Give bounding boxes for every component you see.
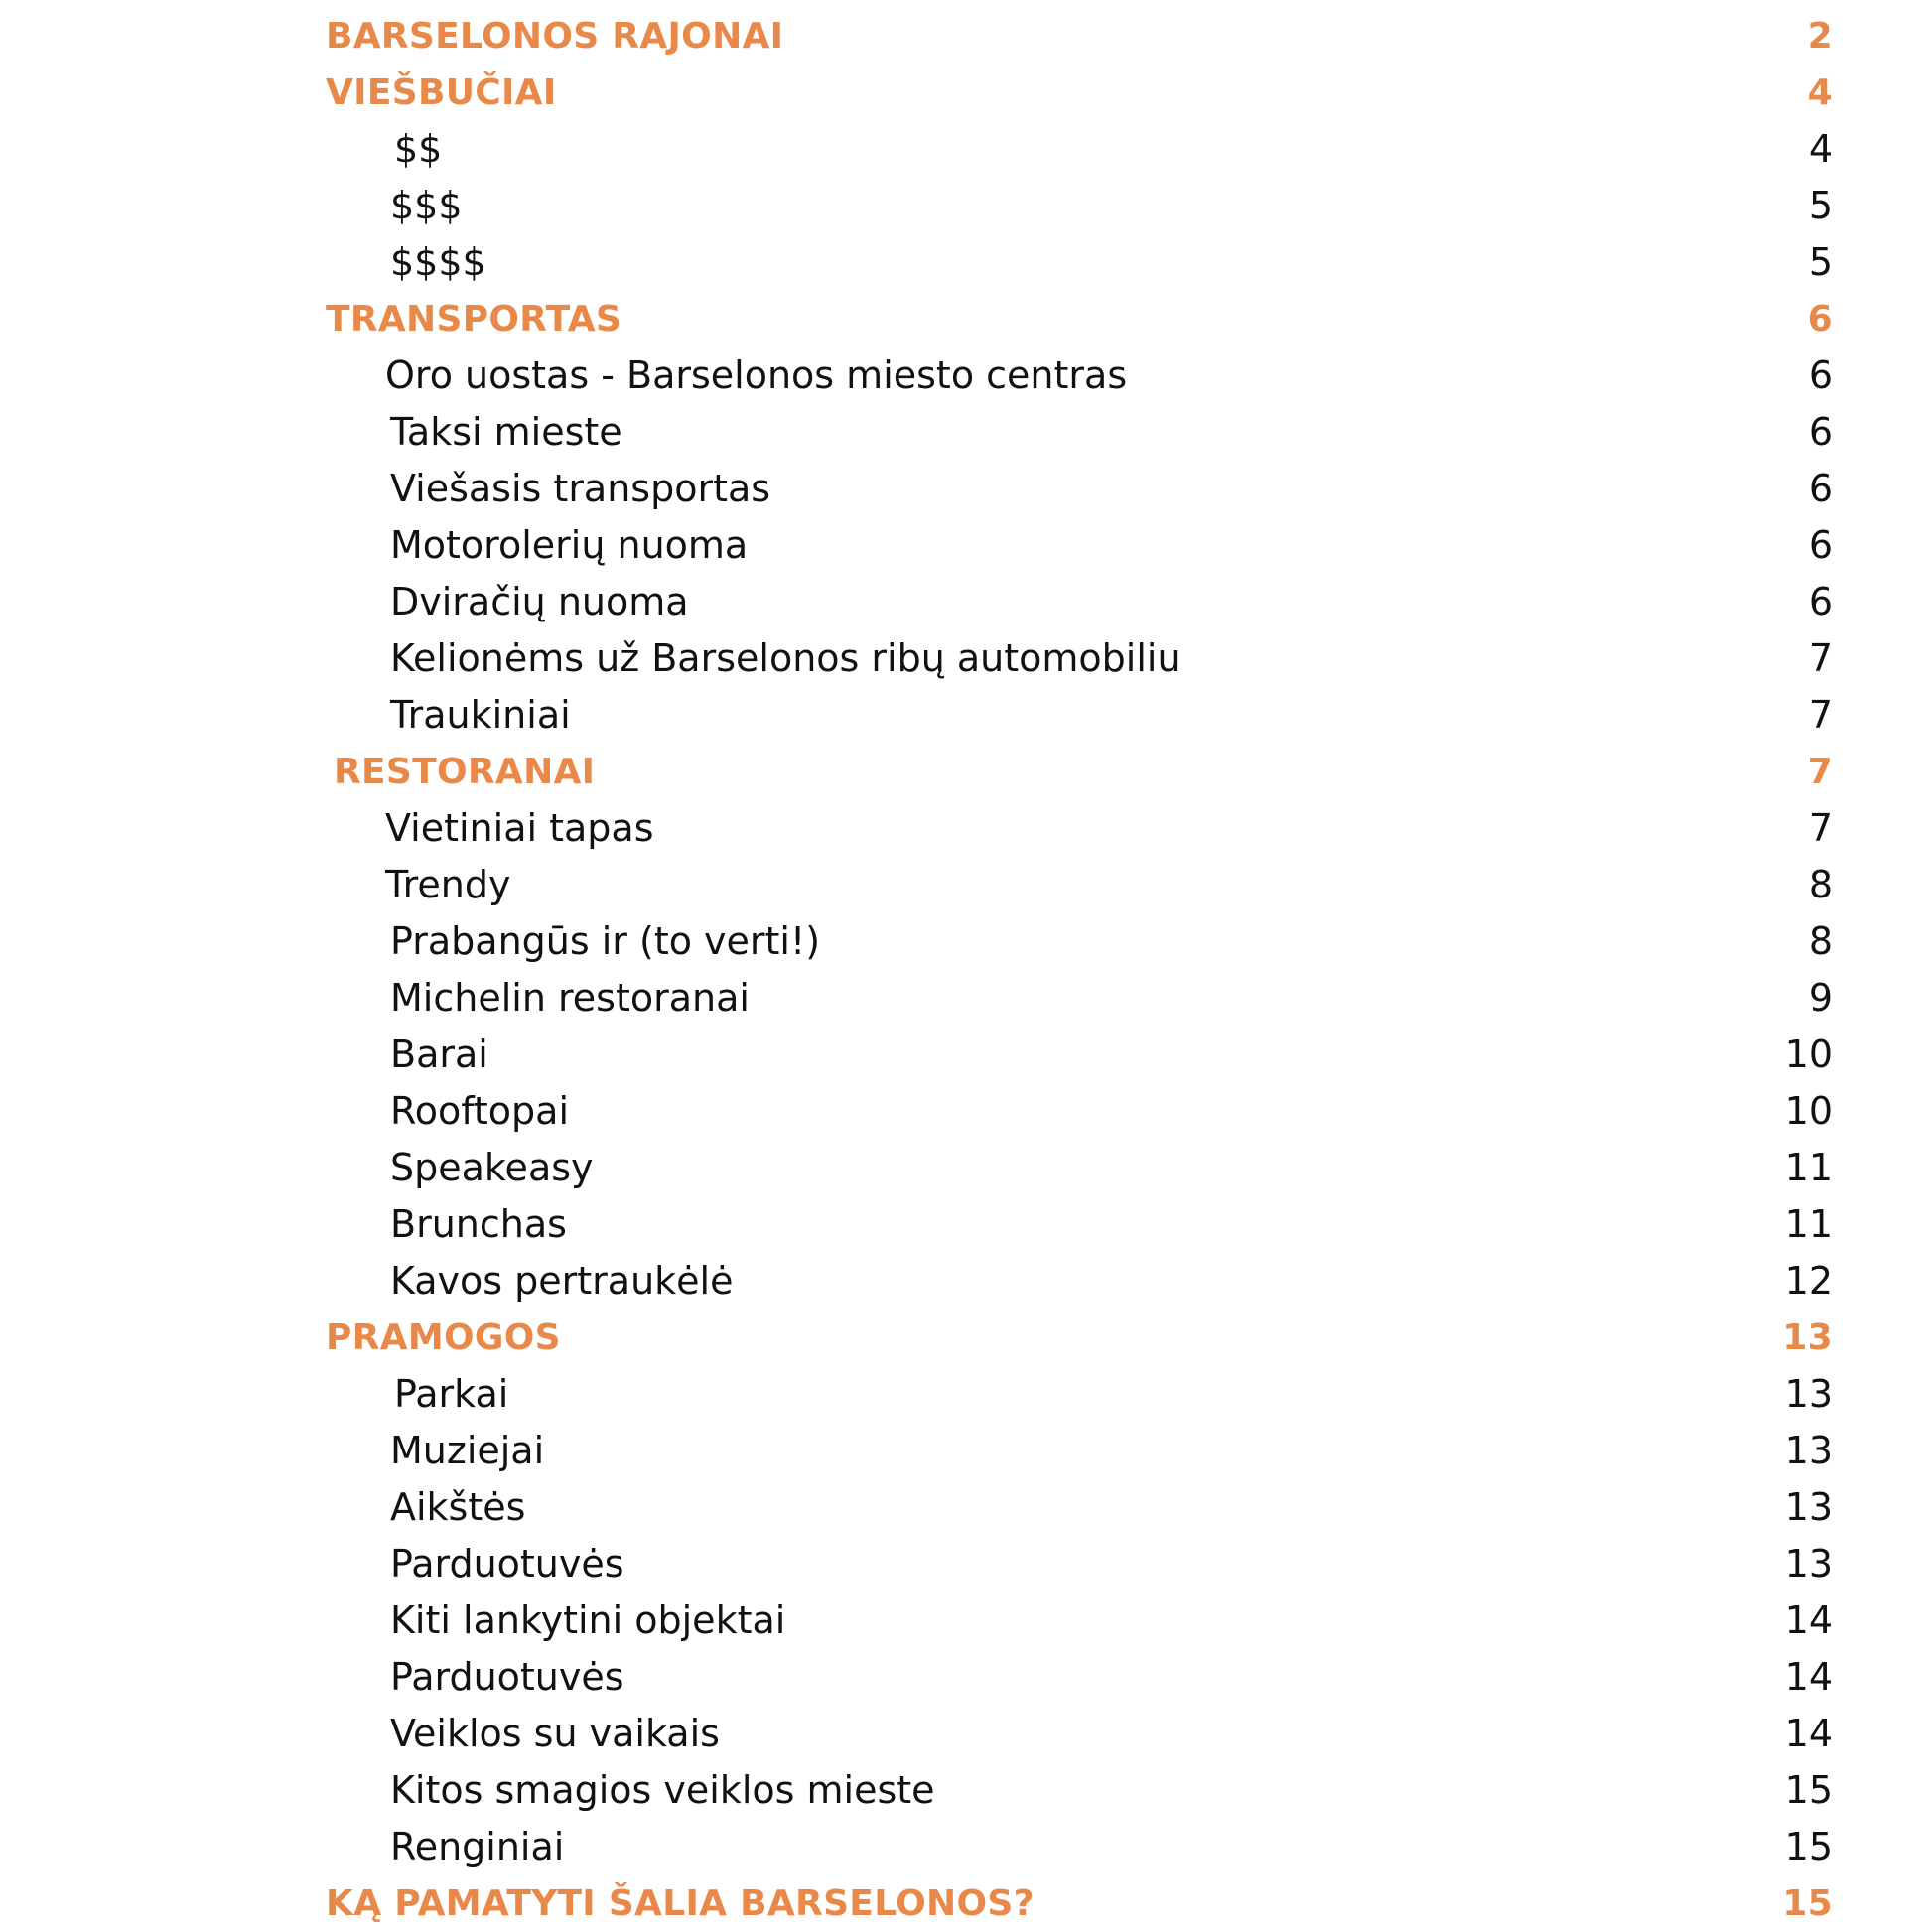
- toc-item-title: Kitos smagios veiklos mieste: [390, 1768, 935, 1812]
- toc-item-title: Prabangūs ir (to verti!): [390, 919, 821, 963]
- toc-page-number: 7: [1807, 752, 1833, 792]
- toc-page-number: 7: [1808, 636, 1833, 680]
- toc-item-title: $$: [394, 127, 443, 171]
- toc-item[interactable]: [0, 1027, 1932, 1083]
- toc-section[interactable]: [0, 744, 1932, 800]
- toc-page-number: 15: [1784, 1825, 1833, 1868]
- toc-item-title: Michelin restoranai: [390, 976, 750, 1020]
- table-of-contents: [0, 8, 1932, 1932]
- toc-page-number: 13: [1784, 1542, 1833, 1586]
- toc-page-number: 9: [1808, 976, 1833, 1020]
- toc-page-number: 13: [1784, 1429, 1833, 1472]
- toc-page-number: 8: [1808, 919, 1833, 963]
- toc-page-number: 4: [1807, 72, 1833, 113]
- toc-item-title: Traukiniai: [390, 693, 571, 737]
- toc-item[interactable]: [0, 404, 1932, 461]
- toc-section[interactable]: [0, 8, 1932, 65]
- toc-page-number: 15: [1784, 1768, 1833, 1812]
- toc-item[interactable]: [0, 1706, 1932, 1762]
- toc-item[interactable]: [0, 121, 1932, 178]
- toc-section-title: KĄ PAMATYTI ŠALIA BARSELONOS?: [326, 1883, 1035, 1924]
- toc-item-title: Parkai: [394, 1372, 509, 1416]
- toc-section[interactable]: [0, 291, 1932, 347]
- toc-item-title: Rooftopai: [390, 1089, 570, 1133]
- toc-page-number: 6: [1808, 523, 1833, 567]
- toc-item[interactable]: [0, 970, 1932, 1027]
- toc-page-number: 13: [1784, 1372, 1833, 1416]
- toc-page-number: 5: [1808, 240, 1833, 284]
- toc-item[interactable]: [0, 1083, 1932, 1140]
- toc-page-number: 11: [1784, 1146, 1833, 1189]
- toc-item[interactable]: [0, 1649, 1932, 1706]
- toc-page-number: 6: [1808, 467, 1833, 510]
- toc-page-number: 13: [1782, 1317, 1833, 1358]
- toc-item[interactable]: [0, 1366, 1932, 1423]
- toc-page-number: 14: [1784, 1712, 1833, 1755]
- toc-section[interactable]: [0, 65, 1932, 121]
- toc-section-title: PRAMOGOS: [326, 1317, 561, 1358]
- toc-item[interactable]: [0, 574, 1932, 630]
- toc-item[interactable]: [0, 1819, 1932, 1875]
- toc-page-number: 2: [1807, 16, 1833, 57]
- toc-item-title: Aikštės: [390, 1485, 526, 1529]
- toc-item[interactable]: [0, 1253, 1932, 1310]
- toc-item[interactable]: [0, 1762, 1932, 1819]
- toc-item[interactable]: [0, 461, 1932, 517]
- toc-item[interactable]: [0, 913, 1932, 970]
- toc-page-number: 8: [1808, 863, 1833, 906]
- toc-page-number: 7: [1808, 693, 1833, 737]
- toc-item-title: Dviračių nuoma: [390, 580, 689, 623]
- toc-page-number: 10: [1784, 1089, 1833, 1133]
- toc-page-number: 7: [1808, 806, 1833, 850]
- toc-item-title: Speakeasy: [390, 1146, 594, 1189]
- toc-item-title: Kiti lankytini objektai: [390, 1598, 786, 1642]
- toc-page-number: 6: [1808, 410, 1833, 454]
- toc-page-number: 10: [1784, 1033, 1833, 1076]
- toc-item-title: Muziejai: [390, 1429, 545, 1472]
- toc-item[interactable]: [0, 857, 1932, 913]
- toc-item[interactable]: [0, 630, 1932, 687]
- toc-item[interactable]: [0, 687, 1932, 744]
- toc-item[interactable]: [0, 1592, 1932, 1649]
- toc-item[interactable]: [0, 1140, 1932, 1196]
- toc-item-title: Oro uostas - Barselonos miesto centras: [385, 353, 1128, 397]
- toc-item-title: Kavos pertraukėlė: [390, 1259, 734, 1303]
- toc-item[interactable]: [0, 517, 1932, 574]
- toc-page-number: 12: [1784, 1259, 1833, 1303]
- toc-page-number: 6: [1807, 299, 1833, 340]
- toc-item[interactable]: [0, 347, 1932, 404]
- toc-page-number: 11: [1784, 1202, 1833, 1246]
- toc-section-title: RESTORANAI: [334, 752, 596, 792]
- toc-item[interactable]: [0, 1479, 1932, 1536]
- toc-item-title: Veiklos su vaikais: [390, 1712, 720, 1755]
- toc-item[interactable]: [0, 1536, 1932, 1592]
- toc-item[interactable]: [0, 178, 1932, 234]
- toc-item-title: Vietiniai tapas: [385, 806, 654, 850]
- toc-page-number: 15: [1782, 1883, 1833, 1924]
- toc-item-title: Taksi mieste: [390, 410, 622, 454]
- toc-section[interactable]: [0, 1875, 1932, 1932]
- toc-section-title: TRANSPORTAS: [326, 299, 622, 340]
- toc-section-title: BARSELONOS RAJONAI: [326, 16, 784, 57]
- toc-page-number: 6: [1808, 580, 1833, 623]
- toc-section[interactable]: [0, 1310, 1932, 1366]
- toc-page-number: 6: [1808, 353, 1833, 397]
- toc-item-title: Viešasis transportas: [390, 467, 771, 510]
- toc-page-number: 13: [1784, 1485, 1833, 1529]
- toc-page-number: 14: [1784, 1655, 1833, 1699]
- toc-item-title: $$$$: [390, 240, 486, 284]
- toc-page-number: 14: [1784, 1598, 1833, 1642]
- toc-page-number: 5: [1808, 184, 1833, 227]
- toc-item[interactable]: [0, 1196, 1932, 1253]
- toc-item-title: Parduotuvės: [390, 1542, 624, 1586]
- toc-item-title: $$$: [390, 184, 463, 227]
- toc-item-title: Barai: [390, 1033, 488, 1076]
- toc-item-title: Renginiai: [390, 1825, 565, 1868]
- toc-item-title: Trendy: [385, 863, 511, 906]
- toc-section-title: VIEŠBUČIAI: [326, 72, 557, 113]
- toc-item-title: Parduotuvės: [390, 1655, 624, 1699]
- toc-item-title: Motorolerių nuoma: [390, 523, 749, 567]
- toc-item-title: Brunchas: [390, 1202, 567, 1246]
- toc-item[interactable]: [0, 800, 1932, 857]
- toc-item[interactable]: [0, 1423, 1932, 1479]
- toc-item-title: Kelionėms už Barselonos ribų automobiliu: [390, 636, 1181, 680]
- toc-page-number: 4: [1808, 127, 1833, 171]
- toc-item[interactable]: [0, 234, 1932, 291]
